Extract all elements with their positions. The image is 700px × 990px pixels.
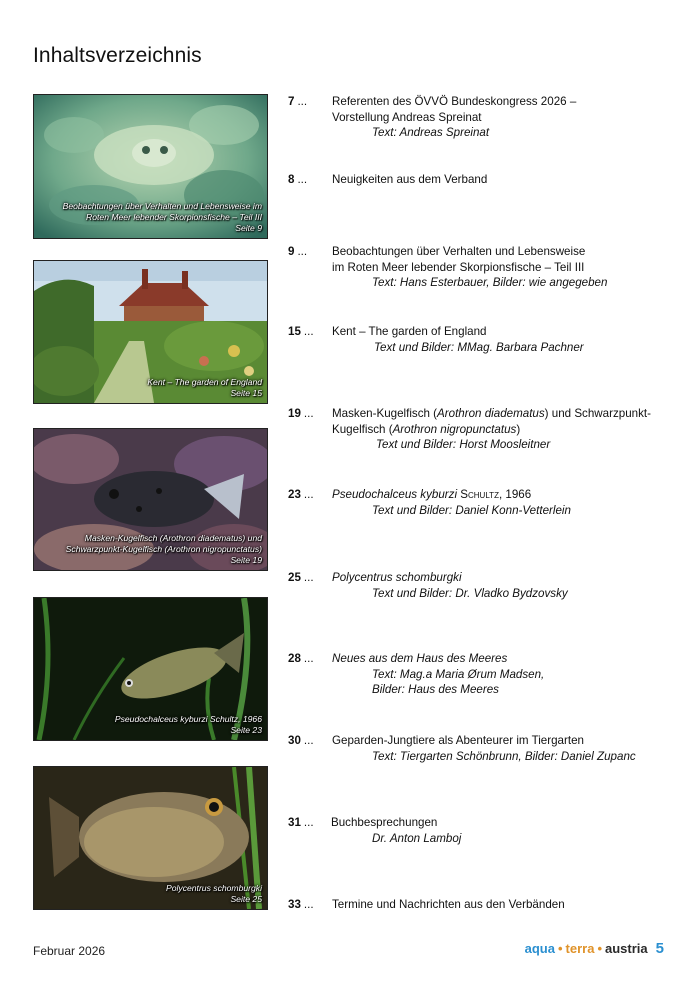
footer-page-number: 5 xyxy=(655,940,664,957)
brand-separator: • xyxy=(557,941,563,956)
toc-entry-30[interactable] xyxy=(288,733,688,764)
entry-title: Neues aus dem Haus des Meeres xyxy=(332,652,508,665)
toc-entry-19[interactable] xyxy=(288,406,688,453)
entry-title: Geparden-Jungtiere als Abenteurer im Tiergarten xyxy=(332,734,584,747)
entry-credit: Dr. Anton Lamboj xyxy=(372,831,462,845)
photo-caption: Masken-Kugelfisch (Arothron diadematus) und Schwarzpunkt-Kugelfisch (Arothron nigropunctatus) Seite 19 xyxy=(65,533,262,565)
photo-caption: Beobachtungen über Verhalten und Lebensweise im Roten Meer lebender Skorpionsfische – Teil III Seite 9 xyxy=(62,201,262,233)
entry-credit: Text: Hans Esterbauer, Bilder: wie angegeben xyxy=(372,276,608,289)
issue-date: Februar 2026 xyxy=(33,944,106,958)
entry-title: Neuigkeiten aus dem Verband xyxy=(332,173,488,186)
photo-polycentrus xyxy=(33,766,268,910)
page-number: 7 ... xyxy=(288,95,308,108)
page-number: 30 ... xyxy=(288,734,314,747)
toc-entry-7[interactable] xyxy=(288,94,688,141)
entry-title: Referenten des ÖVVÖ Bundeskongress 2026 – Vorstellung Andreas Spreinat xyxy=(332,95,577,124)
photo-puffer xyxy=(33,428,268,571)
entry-title: Masken-Kugelfisch (Arothron diadematus) und Schwarzpunkt- Kugelfisch (Arothron nigropunctatus) xyxy=(332,407,651,436)
entry-credit: Text und Bilder: Horst Moosleitner xyxy=(376,438,551,451)
entry-credit: Text und Bilder: Daniel Konn-Vetterlein xyxy=(372,503,571,517)
entry-credit: Text: Andreas Spreinat xyxy=(372,126,490,139)
page-number: 28 ... xyxy=(288,652,314,665)
photo-caption: Kent – The garden of England Seite 15 xyxy=(147,377,262,398)
entry-title: Termine und Nachrichten aus den Verbänden xyxy=(332,898,565,911)
toc-entry-31[interactable] xyxy=(288,815,688,846)
entry-title: Beobachtungen über Verhalten und Lebensweise im Roten Meer lebender Skorpionsfische – Teil III xyxy=(332,245,586,274)
brand-austria: austria xyxy=(605,941,648,956)
page-number: 8 ... xyxy=(288,173,308,186)
photo-kent-garden xyxy=(33,260,268,404)
photo-caption: Polycentrus schomburgki Seite 25 xyxy=(165,883,262,904)
entry-title: Buchbesprechungen xyxy=(331,816,438,829)
page-number: 9 ... xyxy=(288,245,308,258)
toc-entry-23[interactable] xyxy=(288,487,688,518)
toc-entry-28[interactable] xyxy=(288,651,688,698)
entry-credit: Text: Mag.a Maria Ørum Madsen, Bilder: Haus des Meeres xyxy=(372,667,545,696)
toc-entry-15[interactable] xyxy=(288,324,688,355)
page-number: 19 ... xyxy=(288,407,314,420)
photo-pseudochalceus xyxy=(33,597,268,741)
page-number: 33 ... xyxy=(288,898,314,911)
toc-entry-33[interactable] xyxy=(288,897,688,913)
page-number: 15 ... xyxy=(288,325,314,338)
entry-title: Kent – The garden of England xyxy=(332,325,487,338)
page-number: 25 ... xyxy=(288,571,314,584)
entry-title: Polycentrus schomburgki xyxy=(332,571,462,584)
magazine-brand xyxy=(525,940,664,957)
photo-caption: Pseudochalceus kyburzi Schultz, 1966 Seite 23 xyxy=(114,714,262,735)
entry-credit: Text und Bilder: Dr. Vladko Bydzovsky xyxy=(372,586,568,600)
photo-scorpionfish xyxy=(33,94,268,239)
entry-credit: Text und Bilder: MMag. Barbara Pachner xyxy=(374,340,584,354)
toc-entry-9[interactable] xyxy=(288,244,688,291)
page-number: 31 ... xyxy=(288,816,314,829)
brand-aqua: aqua xyxy=(524,941,555,956)
toc-entry-25[interactable] xyxy=(288,570,688,601)
toc-entry-8[interactable] xyxy=(288,172,688,188)
page-title: Inhaltsverzeichnis xyxy=(33,44,202,67)
entry-credit: Text: Tiergarten Schönbrunn, Bilder: Daniel Zupanc xyxy=(372,749,636,763)
brand-separator: • xyxy=(597,941,603,956)
entry-title: Pseudochalceus kyburzi Schultz, 1966 xyxy=(332,488,532,501)
brand-terra: terra xyxy=(565,941,595,956)
page-number: 23 ... xyxy=(288,488,314,501)
